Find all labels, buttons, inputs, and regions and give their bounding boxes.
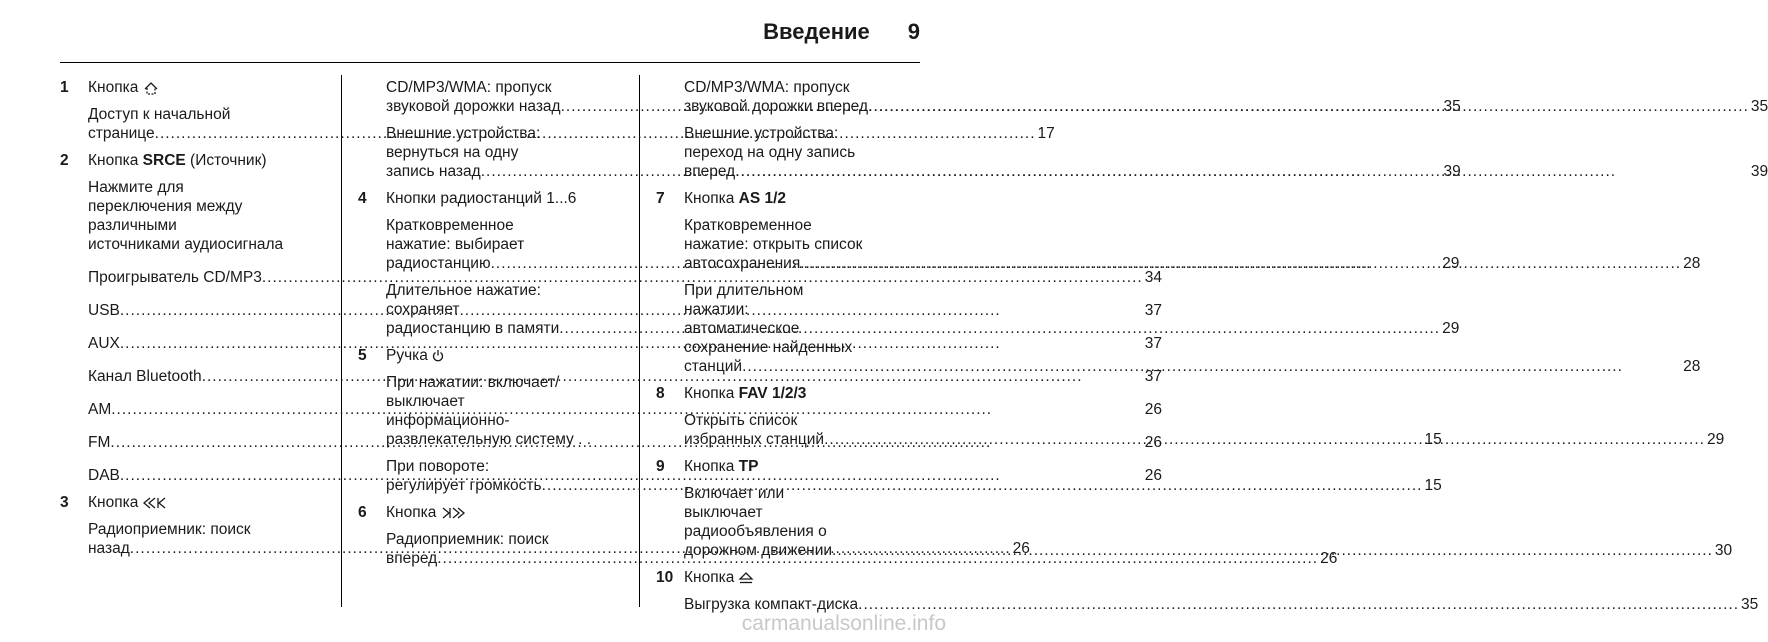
toc-line: звуковой дорожки назад ..... 35 — [386, 97, 1461, 116]
toc-line: Выгрузка компакт-диска ..... 35 — [684, 595, 1758, 614]
toc-line: звуковой дорожки вперед ..... 35 — [684, 97, 1768, 116]
entry-label: Кнопка — [386, 504, 437, 521]
page-number: 9 — [907, 19, 920, 44]
entry-label: Ручка — [386, 347, 428, 364]
entry-text: вернуться на одну — [386, 144, 519, 161]
entry-text: различными — [88, 217, 177, 234]
entry-number: 8 — [656, 385, 665, 402]
entry-text: Доступ к начальной — [88, 106, 231, 123]
entry-label: Кнопка AS 1/2 — [684, 190, 787, 207]
toc-line: радиостанцию ..... 29 — [386, 254, 1459, 273]
entry-text: Внешние устройства: — [386, 125, 541, 142]
entry-text: сохранение найденных — [684, 339, 853, 356]
toc-line: регулирует громкость ..... 15 — [386, 476, 1442, 495]
entry-text: Внешние устройства: — [684, 125, 839, 142]
entry-text: CD/MP3/WMA: пропуск — [386, 79, 552, 96]
entry-number: 4 — [358, 190, 367, 207]
entry-label: Кнопки радиостанций 1...6 — [386, 190, 577, 207]
entry-text: переключения между — [88, 198, 243, 215]
entry-number: 5 — [358, 347, 367, 364]
entry-number: 7 — [656, 190, 665, 207]
page-title: Введение — [763, 19, 870, 44]
entry-text: переход на одну запись — [684, 144, 856, 161]
toc-line: вперед ..... 39 — [684, 162, 1768, 181]
entry-text: нажатие: выбирает — [386, 236, 525, 253]
page-header — [40, 14, 920, 50]
entry-text: При нажатии: включает/ — [386, 374, 560, 391]
rewind-previous-icon — [143, 497, 167, 509]
entry-text: выключает — [386, 393, 465, 410]
entry-text: Длительное нажатие: — [386, 282, 541, 299]
toc-line: странице ..... 17 — [88, 124, 1055, 143]
entry-text: выключает — [684, 504, 763, 521]
entry-text: радиообъявления о — [684, 523, 827, 540]
toc-line: дорожном движении ..... 30 — [684, 541, 1732, 560]
watermark: carmanualsonline.info — [741, 612, 946, 635]
entry-text: При повороте: — [386, 458, 490, 475]
toc-line: FM ..... 26 — [88, 433, 1162, 452]
entry-text: Радиоприемник: поиск — [386, 531, 549, 548]
entry-text: CD/MP3/WMA: пропуск — [684, 79, 850, 96]
header-rule — [60, 62, 920, 63]
toc-line: Проигрыватель CD/MP3 ..... 34 — [88, 268, 1162, 287]
toc-line: назад ..... 26 — [88, 539, 1030, 558]
next-forward-icon — [441, 507, 465, 519]
toc-line: автосохранения ..... 28 — [684, 254, 1700, 273]
entry-text: источниками аудиосигнала — [88, 236, 284, 253]
entry-number: 10 — [656, 569, 674, 586]
home-icon — [143, 81, 159, 95]
entry-number: 1 — [60, 79, 69, 96]
entry-text: Кратковременное — [684, 217, 812, 234]
entry-number: 3 — [60, 494, 69, 511]
entry-label: Кнопка — [684, 569, 735, 586]
toc-line: вперед ..... 26 — [386, 549, 1337, 568]
entry-10 — [656, 568, 1759, 614]
entry-text: Открыть список — [684, 412, 798, 429]
entry-text: Нажмите для — [88, 179, 184, 196]
entry-text: Кратковременное — [386, 217, 514, 234]
entry-number: 2 — [60, 152, 69, 169]
toc-line: радиостанцию в памяти ..... 29 — [386, 319, 1459, 338]
toc-line: USB ..... 37 — [88, 301, 1162, 320]
toc-line: избранных станций ..... 29 — [684, 430, 1724, 449]
entry-text: нажатии: — [684, 301, 749, 318]
entry-text: автоматическое — [684, 320, 800, 337]
entry-label: Кнопка TP — [684, 458, 759, 475]
toc-line: Канал Bluetooth ..... 37 — [88, 367, 1162, 386]
entry-text: Радиоприемник: поиск — [88, 521, 251, 538]
entry-text: информационно- — [386, 412, 510, 429]
eject-icon — [739, 572, 753, 584]
entry-number: 6 — [358, 504, 367, 521]
entry-label: Кнопка — [88, 494, 139, 511]
entry-label: Кнопка — [88, 79, 139, 96]
toc-line: DAB ..... 26 — [88, 466, 1162, 485]
entry-label: Кнопка SRCE (Источник) — [88, 152, 267, 169]
toc-line: запись назад ..... 39 — [386, 162, 1461, 181]
entry-label: Кнопка FAV 1/2/3 — [684, 385, 807, 402]
toc-line: развлекательную систему . . 15 — [386, 431, 1442, 448]
entry-number: 9 — [656, 458, 665, 475]
toc-line: AUX ..... 37 — [88, 334, 1162, 353]
power-icon — [432, 349, 444, 362]
entry-text: Включает или — [684, 485, 785, 502]
entry-text: сохраняет — [386, 301, 460, 318]
entry-text: нажатие: открыть список — [684, 236, 863, 253]
toc-line: станций ..... 28 — [684, 357, 1700, 376]
entry-text: При длительном — [684, 282, 804, 299]
toc-line: AM ..... 26 — [88, 400, 1162, 419]
